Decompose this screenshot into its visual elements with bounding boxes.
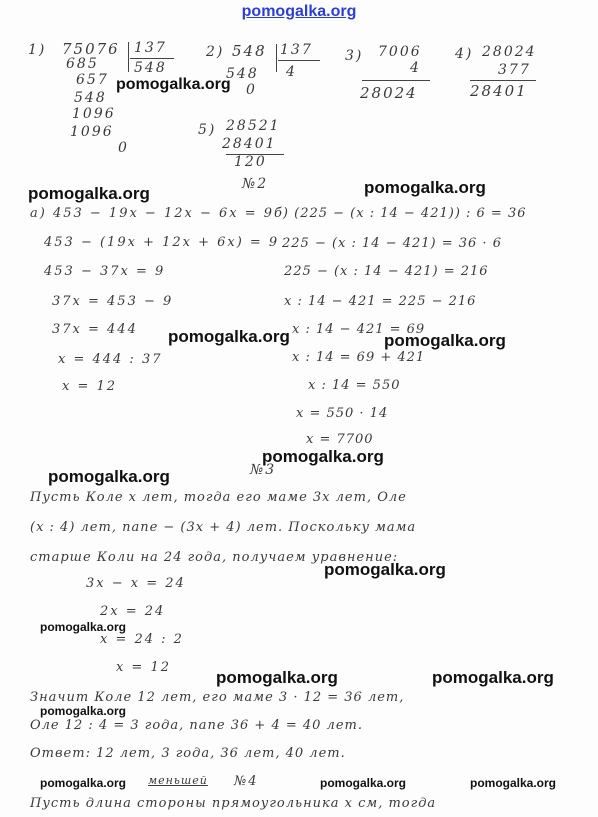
task1-c-result: 28024	[360, 84, 418, 102]
task1-a-step6: 0	[118, 140, 129, 156]
watermark: pomogalka.org	[116, 76, 231, 93]
task2-b-line7: x : 14 = 550	[308, 378, 401, 393]
watermark: pomogalka.org	[40, 704, 127, 718]
task2-title: №2	[242, 176, 269, 192]
task2-a-line6: x = 444 : 37	[58, 352, 163, 367]
task2-b-line9: x = 7700	[306, 432, 374, 447]
task2-a-line1: а) 453 − 19x − 12x − 6x = 9	[30, 206, 275, 221]
task1-d-top: 28024	[482, 44, 537, 60]
task2-b-line6: x : 14 = 69 + 421	[292, 350, 426, 365]
watermark: pomogalka.org	[168, 327, 290, 346]
task1-b-label: 2)	[206, 44, 225, 60]
task1-a-divisor: 137	[134, 40, 167, 56]
task1-b-quotient: 4	[286, 64, 297, 80]
watermark: pomogalka.org	[320, 776, 407, 790]
task3-answer: Ответ: 12 лет, 3 года, 36 лет, 40 лет.	[30, 746, 346, 761]
task1-d-line	[470, 80, 536, 81]
watermark: pomogalka.org	[324, 560, 446, 579]
task1-d-add: 377	[498, 62, 531, 78]
task1-a-quotient-line	[130, 58, 174, 59]
task1-c-mult: 4	[410, 60, 421, 76]
task2-b-line3: 225 − (x : 14 − 421) = 216	[284, 264, 489, 279]
task1-a-quotient: 548	[134, 60, 167, 76]
task4-title: №4	[234, 774, 259, 789]
task1-a-label: 1)	[28, 42, 47, 58]
task1-e-sub: 28401	[222, 136, 277, 152]
task1-c-top: 7006	[378, 44, 422, 60]
task3-text-line2: (x : 4) лет, папе − (3x + 4) лет. Поскольку мама	[30, 520, 417, 535]
watermark: pomogalka.org	[28, 184, 150, 203]
task2-b-line1: б) (225 − (x : 14 − 421)) : 6 = 36	[274, 206, 527, 221]
task1-b-divisor: 137	[280, 42, 313, 58]
task1-a-step3: 548	[74, 90, 107, 106]
task1-a-step5: 1096	[70, 124, 114, 140]
task2-b-line2: 225 − (x : 14 − 421) = 36 · 6	[282, 236, 502, 251]
task3-text-line1: Пусть Коле x лет, тогда его маме 3x лет, Оле	[30, 490, 407, 505]
task4-text: Пусть длина стороны прямоугольника x см, тогда	[30, 796, 437, 811]
task2-a-line3: 453 − 37x = 9	[44, 264, 166, 279]
task2-b-line8: x = 550 · 14	[296, 406, 389, 421]
watermark: pomogalka.org	[384, 331, 506, 350]
task2-a-line2: 453 − (19x + 12x + 6x) = 9	[44, 235, 280, 250]
watermark: pomogalka.org	[432, 668, 554, 687]
task1-a-dividend: 75076	[62, 40, 120, 58]
watermark: pomogalka.org	[364, 178, 486, 197]
task4-note: меньшей	[148, 774, 208, 787]
task1-e-top: 28521	[226, 118, 281, 134]
task3-concl-line2: Оле 12 : 4 = 3 года, папе 36 + 4 = 40 лет.	[30, 718, 363, 733]
site-header-link[interactable]: pomogalka.org	[241, 3, 357, 20]
task1-a-step2: 657	[76, 72, 109, 88]
task3-eq-line2: 2x = 24	[100, 604, 166, 619]
task3-eq-line1: 3x − x = 24	[86, 576, 186, 591]
task1-b-sub: 548	[226, 66, 259, 82]
task1-e-result: 120	[234, 154, 267, 170]
task3-text-line3: старше Коли на 24 года, получаем уравнение:	[30, 550, 399, 565]
task2-b-line5: x : 14 − 421 = 69	[292, 322, 426, 337]
task1-a-step4: 1096	[72, 106, 116, 122]
watermark: pomogalka.org	[40, 776, 127, 790]
task1-b-dividend: 548	[232, 42, 267, 60]
task1-c-line	[362, 80, 430, 81]
task2-a-line4: 37x = 453 − 9	[52, 294, 174, 309]
watermark: pomogalka.org	[40, 620, 127, 634]
task1-b-quotient-line	[278, 60, 320, 61]
task1-b-division-bar	[276, 44, 277, 72]
watermark: pomogalka.org	[48, 467, 170, 486]
watermark: pomogalka.org	[470, 776, 557, 790]
task1-e-label: 5)	[198, 122, 217, 138]
task3-concl-line1: Значит Коле 12 лет, его маме 3 · 12 = 36 лет,	[30, 690, 405, 705]
task2-b-line4: x : 14 − 421 = 225 − 216	[284, 294, 477, 309]
watermark: pomogalka.org	[216, 668, 338, 687]
task1-d-label: 4)	[455, 46, 474, 62]
task1-c-label: 3)	[345, 48, 364, 64]
task1-b-remainder: 0	[246, 82, 257, 98]
task3-eq-line4: x = 12	[116, 660, 172, 675]
task1-a-division-bar	[128, 42, 129, 72]
task1-d-result: 28401	[470, 82, 528, 100]
task1-a-step1: 685	[66, 56, 99, 72]
task3-eq-line3: x = 24 : 2	[100, 632, 184, 647]
watermark: pomogalka.org	[262, 447, 384, 466]
task2-a-line5: 37x = 444	[52, 322, 138, 337]
task2-a-line7: x = 12	[62, 379, 118, 394]
task3-title: №3	[250, 462, 277, 478]
